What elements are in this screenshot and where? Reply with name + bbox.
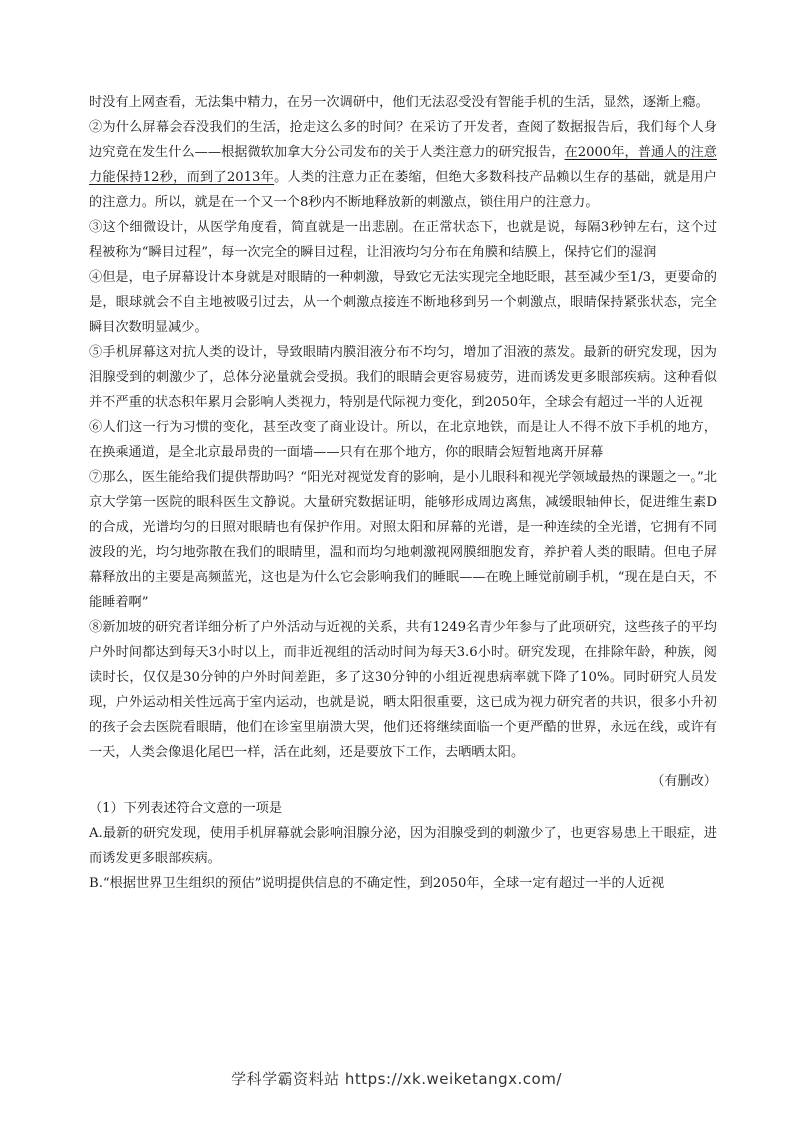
paragraph-8: ⑧新加坡的研究者详细分析了户外活动与近视的关系，共有1249名青少年参与了此项研究，这些孩子的平均户外时间都达到每天3小时以上，而非近视组的活动时间为每天3.6小时。研究发现，在排除年龄，种族，阅读时长，仅仅是30分钟的户外时间差距，多了这30分钟的小组近视患病率就下降了10%。同时研究人员发现，户外运动相关性远高于室内运动，也就是说，晒太阳很重要，这已成为视力研究者的共识，很多小升初的孩子会去医院看眼睛，他们在诊室里崩溃大哭，他们还将继续面临一个更严酷的世界，永远在线，或许有一天，人类会像退化尾巴一样，活在此刻，还是要放下工作，去晒晒太阳。 xyxy=(89,620,717,760)
paragraph-6: ⑥人们这一行为习惯的变化，甚至改变了商业设计。所以，在北京地铁，而是让人不得不放下手机的地方，在换乘通道，是全北京最昂贵的一面墙——只有在那个地方，你的眼睛会短暂地离开屏幕 xyxy=(89,420,717,460)
paragraph-3: ③这个细微设计，从医学角度看，简直就是一出悲剧。在正常状态下，也就是说，每隔3秒钟左右，这个过程被称为“瞬目过程”，每一次完全的瞬目过程，让泪液均匀分布在角膜和结膜上，保持它们的湿润 xyxy=(89,220,717,260)
paragraph-7: ⑦那么，医生能给我们提供帮助吗？“阳光对视觉发育的影响，是小儿眼科和视光学领域最热的课题之一。”北京大学第一医院的眼科医生文静说。大量研究数据证明，能够形成周边离焦，减缓眼轴伸长，促进维生素D的合成，光谱均匀的日照对眼睛也有保护作用。对照太阳和屏幕的光谱，是一种连续的全光谱，它拥有不同波段的光，均匀地弥散在我们的眼睛里，温和而均匀地刺激视网膜细胞发育，养护着人类的眼睛。但电子屏幕释放出的主要是高频蓝光，这也是为什么它会影响我们的睡眠——在晚上睡觉前刷手机，“现在是白天，不能睡着啊” xyxy=(89,470,717,610)
paragraph-2-underlined: 在2000年，普通人的注意力能保持12秒，而到了2013年 xyxy=(89,145,717,185)
question-1-option-a: A.最新的研究发现，使用手机屏幕就会影响泪腺分泌，因为泪腺受到的刺激少了，也更容易患上干眼症，进而诱发更多眼部疾病。 xyxy=(89,826,717,866)
question-1-option-b: B.“根据世界卫生组织的预估”说明提供信息的不确定性，到2050年，全球一定有超过一半的人近视 xyxy=(89,876,665,891)
edit-note: （有删改） xyxy=(651,774,717,789)
footer-watermark: 学科学霸资料站 https://xk.weiketangx.com/ xyxy=(231,1070,562,1088)
paragraph-4: ④但是，电子屏幕设计本身就是对眼睛的一种刺激，导致它无法实现完全地眨眼，甚至减少至1/3，更要命的是，眼球就会不自主地被吸引过去，从一个刺激点接连不断地移到另一个刺激点，眼睛保持紧张状态，完全瞬目次数明显减少。 xyxy=(89,270,717,335)
paragraph-intro: 时没有上网查看，无法集中精力，在另一次调研中，他们无法忍受没有智能手机的生活，显然，逐渐上瘾。 xyxy=(89,95,709,110)
paragraph-2-part-b: 。人类的注意力正在萎缩，但绝大多数科技产品赖以生存的基础，就是用户的注意力。所以，就是在一个又一个8秒内不断地释放新的刺激点，锁住用户的注意力。 xyxy=(89,170,717,210)
paragraph-2-part-a: ②为什么屏幕会吞没我们的生活，抢走这么多的时间？在采访了开发者，查阅了数据报告后，我们每个人身边究竟在发生什么——根据微软加拿大分公司发布的关于人类注意力的研究报告， xyxy=(89,120,717,160)
question-1-stem: （1）下列表述符合文意的一项是 xyxy=(89,801,283,816)
paragraph-2 xyxy=(89,115,717,215)
paragraph-5: ⑤手机屏幕这对抗人类的设计，导致眼睛内膜泪液分布不均匀，增加了泪液的蒸发。最新的研究发现，因为泪腺受到的刺激少了，总体分泌量就会受损。我们的眼睛会更容易疲劳，进而诱发更多眼部疾病。这种看似并不严重的状态积年累月会影响人类视力，特别是代际视力变化，到2050年，全球会有超过一半的人近视 xyxy=(89,345,717,410)
article-body xyxy=(89,90,717,896)
